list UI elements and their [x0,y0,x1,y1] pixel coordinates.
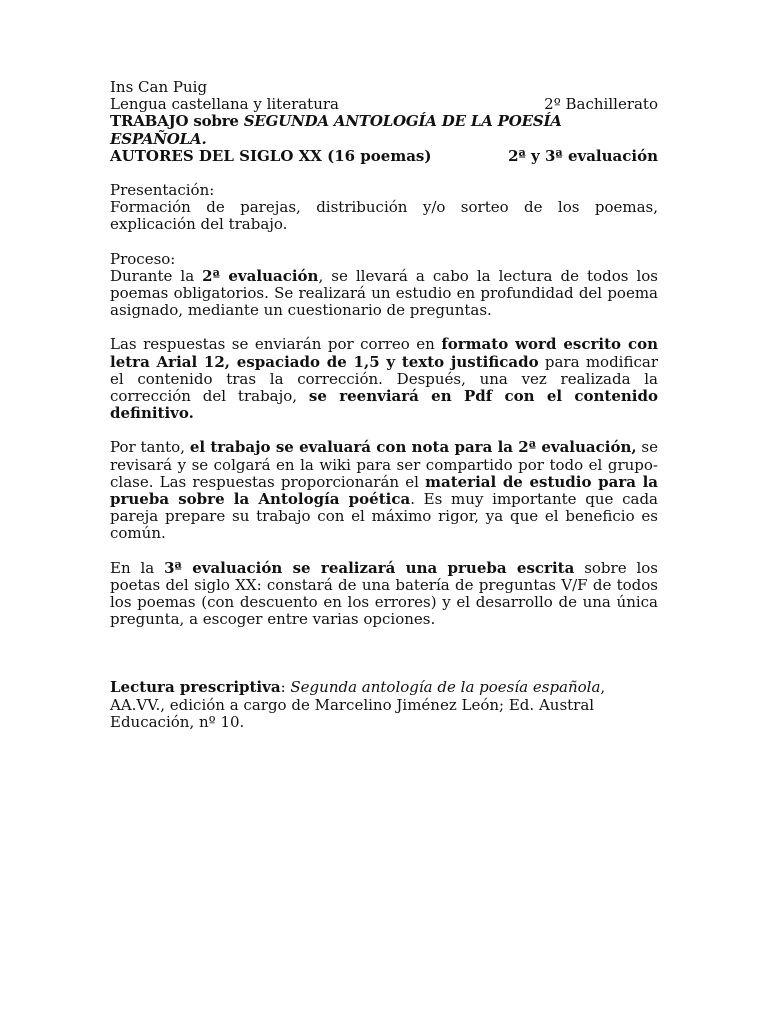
course: 2º Bachillerato [544,95,658,114]
process-paragraph-2 [110,336,658,422]
title-evaluations: 2ª y 3ª evaluación [508,146,658,165]
process-heading: Proceso: [110,249,176,268]
text-run: , se llevará a cabo la lectura de todos los poemas obligatorios. Se realizará un estudio en profundidad del poema asignado, mediante un cuestionario de preguntas. [110,266,658,320]
bold-run: 3ª evaluación se realizará una prueba escrita [164,558,575,577]
process-paragraph-3 [110,439,658,542]
text-run: , AA.VV., edición a cargo de Marcelino Jiménez León; Ed. Austral Educación, nº 10. [110,678,606,731]
process-paragraph-1 [110,268,658,320]
title-authors: AUTORES DEL SIGLO XX (16 poemas) [110,146,432,165]
subject-row [110,96,658,113]
bold-run: 2ª evaluación [202,266,319,285]
text-run: En la [110,558,165,577]
italic-run: Segunda antología de la poesía española [290,678,601,697]
school-name: Ins Can Puig [110,78,208,96]
presentation-heading: Presentación: [110,181,215,200]
text-run: sobre los poetas del siglo XX: constará de una batería de preguntas V/F de todos los poemas (con descuento en los errores) y el desarrollo de una única pregunta, a escoger entre varias opciones. [110,558,658,629]
subject: Lengua castellana y literatura [110,95,339,114]
title-prefix: TRABAJO sobre [110,112,244,131]
text-run: para modificar el contenido tras la corrección. Después, una vez realizada la corrección del trabajo, [110,352,658,406]
bold-run: Lectura prescriptiva [110,678,281,697]
title-row-2 [110,148,658,165]
bold-run: formato word escrito con letra Arial 12, espaciado de 1,5 y texto justificado [110,335,658,371]
text-run: se revisará y se colgará en la wiki para ser compartido por todo el grupo-clase. Las respuestas proporcionarán el [110,438,659,491]
text-run: Por tanto, [110,438,190,457]
presentation-text: Formación de parejas, distribución y/o sorteo de los poemas, explicación del trabajo. [110,198,658,234]
bold-run: se reenviará en Pdf con el contenido definitivo. [110,387,658,423]
document-content [110,79,658,731]
text-run: Las respuestas se enviarán por correo en [110,335,442,354]
prescribed-reading [110,679,658,731]
bold-run: el trabajo se evaluará con nota para la 2ª evaluación, [189,438,637,457]
bold-run: material de estudio para la prueba sobre la Antología poética [110,472,658,509]
text-run: : [280,678,291,697]
text-run: Durante la [110,266,203,285]
text-run: . Es muy importante que cada pareja prepare su trabajo con el máximo rigor, ya que el beneficio es común. [110,490,658,543]
title-anthology: SEGUNDA ANTOLOGÍA DE LA POESÍA ESPAÑOLA. [110,112,562,148]
process-paragraph-4 [110,560,658,629]
assignment-title [110,113,658,147]
